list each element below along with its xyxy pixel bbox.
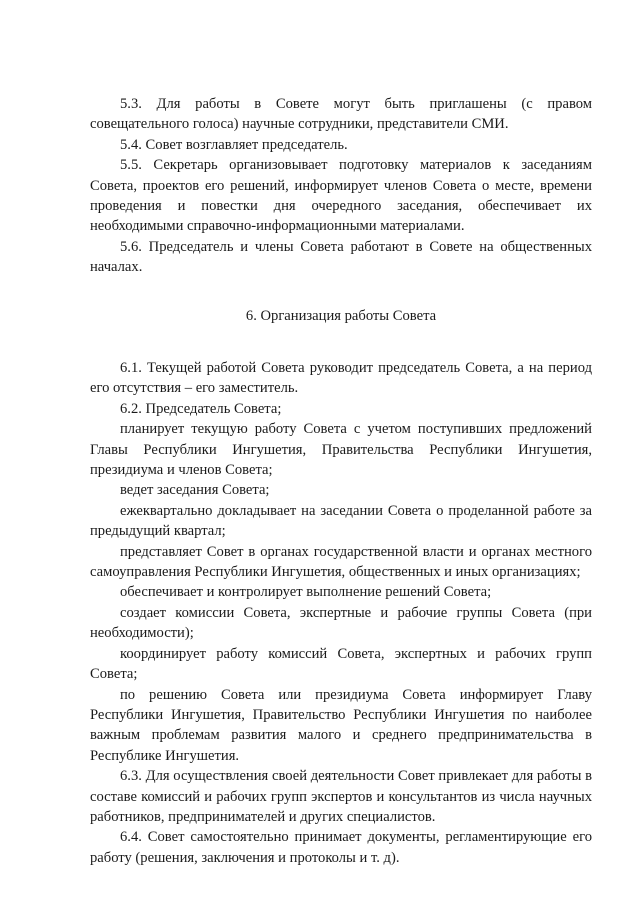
paragraph-6-2: 6.2. Председатель Совета;: [120, 400, 282, 417]
chairman-duty-item: ежеквартально докладывает на заседании Совета о проделанной работе за предыдущий квартал;: [90, 502, 592, 540]
paragraph-5-3: 5.3. Для работы в Совете могут быть приглашены (с правом совещательного голоса) научные сотрудники, представители СМИ.: [90, 96, 592, 133]
chairman-duty-item: обеспечивает и контролирует выполнение решений Совета;: [120, 584, 492, 601]
paragraph-5-5: 5.5. Секретарь организовывает подготовку материалов к заседаниям Совета, проектов его решений, информирует членов Совета о месте, времени проведения и повестки дня очередного заседания, обеспечивает их необходимыми справочно-информационными материалами.: [90, 157, 592, 235]
paragraph-5-4: 5.4. Совет возглавляет председатель.: [120, 136, 348, 153]
paragraph-6-1: 6.1. Текущей работой Совета руководит председатель Совета, а на период его отсутствия – его заместитель.: [90, 360, 592, 397]
section-6-block: [90, 358, 592, 868]
section-5-block: [90, 94, 592, 278]
chairman-duty-item: по решению Совета или президиума Совета информирует Главу Республики Ингушетия, Правительство Республики Ингушетия по наиболее важным проблемам развития малого и среднего предпринимательства в Республике Ингушетия.: [90, 686, 592, 764]
section-6-heading: 6. Организация работы Совета: [245, 308, 437, 324]
chairman-duty-item: координирует работу комиссий Совета, экспертных и рабочих групп Совета;: [90, 645, 592, 683]
paragraph-5-6: 5.6. Председатель и члены Совета работают в Совете на общественных началах.: [90, 238, 592, 276]
chairman-duty-item: планирует текущую работу Совета с учетом поступивших предложений Главы Республики Ингушетия, Правительства Республики Ингушетия, президиума и членов Совета;: [90, 421, 592, 479]
paragraph-6-4: 6.4. Совет самостоятельно принимает документы, регламентирующие его работу (решения, заключения и протоколы и т. д).: [90, 829, 592, 866]
paragraph-6-3: 6.3. Для осуществления своей деятельности Совет привлекает для работы в составе комиссий и рабочих групп экспертов и консультантов из числа научных работников, предпринимателей и других специалистов.: [90, 768, 592, 825]
chairman-duty-item: ведет заседания Совета;: [120, 482, 270, 499]
chairman-duty-item: создает комиссии Совета, экспертные и рабочие группы Совета (при необходимости);: [90, 604, 592, 642]
chairman-duty-item: представляет Совет в органах государственной власти и органах местного самоуправления Республики Ингушетия, общественных и иных организациях;: [90, 543, 592, 581]
